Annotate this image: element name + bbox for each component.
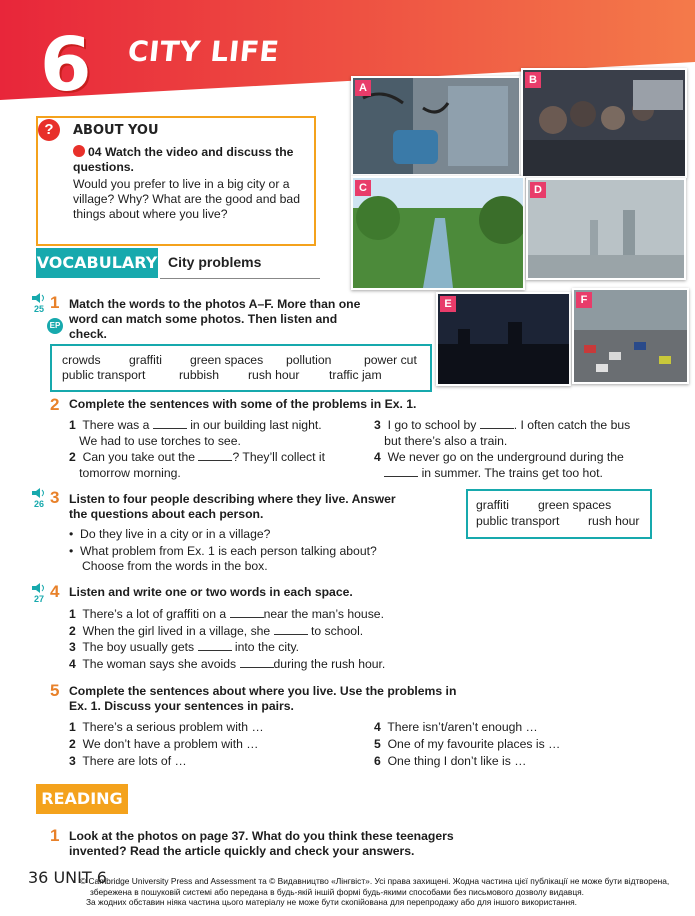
exercise-3-line2: the questions about each person. (69, 507, 264, 521)
audio-track-27: 27 (33, 594, 44, 604)
page-number-unit: 36 UNIT 6 (28, 868, 107, 887)
copyright-line-1: © Cambridge University Press and Assessment та © Видавництво «Лінгвіст». Усі права захищені. Жодна частина цієї публікації не може бути відтворена, (80, 876, 670, 886)
audio-icon[interactable] (30, 583, 48, 604)
ep-icon[interactable]: EP (47, 318, 63, 334)
word-box (50, 344, 432, 392)
photo-f (572, 288, 689, 384)
photo-c (351, 176, 525, 290)
blank[interactable] (480, 417, 514, 429)
reading-tag: READING (36, 784, 128, 814)
exercise-1-number: 1 (50, 293, 60, 312)
photo-b (521, 68, 687, 178)
exercise-5-item-5: 5 One of my favourite places is … (374, 737, 561, 751)
exercise-4-item-1: 1 There’s a lot of graffiti on a near the man’s house. (69, 607, 384, 621)
exercise-5-item-4: 4 There isn’t/aren’t enough … (374, 720, 538, 734)
word-public-transport: public transport (476, 514, 560, 528)
reading-1-line2: invented? Read the article quickly and check your answers. (69, 844, 415, 858)
unit-number: 6 (40, 22, 92, 108)
about-question-1: Would you prefer to live in a big city or a (73, 177, 290, 191)
exercise-5-number: 5 (50, 681, 60, 700)
copyright-footer (80, 876, 680, 908)
copyright-line-2: збережена в пошуковій системі або передана в будь-якій іншій формі будь-якими способами без письмового дозволу видавця. (90, 886, 584, 897)
exercise-5-line2: Ex. 1. Discuss your sentences in pairs. (69, 699, 294, 713)
audio-icon[interactable] (30, 488, 48, 509)
photo-e (436, 292, 571, 386)
photo-c-label: C (355, 180, 371, 196)
reading-1-number: 1 (50, 826, 60, 845)
about-question-2: village? Why? What are the good and bad (73, 192, 300, 206)
word-power-cut: power cut (364, 353, 417, 367)
vocabulary-rule (160, 278, 320, 279)
reading-1-line1: Look at the photos on page 37. What do you think these teenagers (69, 829, 454, 843)
photo-b-label: B (525, 72, 541, 88)
blank[interactable] (198, 639, 232, 651)
word-pollution: pollution (286, 353, 332, 367)
vocabulary-tag: VOCABULARY (36, 248, 158, 278)
about-you-title: ABOUT YOU (73, 123, 159, 138)
exercise-2-item-3: 3 I go to school by . I often catch the bus but there’s also a train. (374, 418, 631, 448)
exercise-3-bullet-2: • What problem from Ex. 1 is each person talking about? (69, 544, 377, 558)
unit-title: CITY LIFE (126, 35, 281, 68)
word-rush-hour: rush hour (248, 368, 300, 382)
word-rush-hour: rush hour (588, 514, 640, 528)
blank[interactable] (384, 465, 418, 477)
word-graffiti: graffiti (476, 498, 509, 512)
photo-a-label: A (355, 80, 371, 96)
exercise-5-item-1: 1 There’s a serious problem with … (69, 720, 264, 734)
exercise-4-item-4: 4 The woman says she avoids during the rush hour. (69, 657, 386, 671)
vocabulary-subtitle: City problems (168, 254, 262, 270)
exercise-2-item-4: 4 We never go on the underground during the in summer. The trains get too hot. (374, 450, 624, 480)
about-video-line: 04 Watch the video and discuss the (73, 144, 309, 160)
exercise-3-line1: Listen to four people describing where they live. Answer (69, 492, 396, 506)
exercise-4-instruction: Listen and write one or two words in each space. (69, 585, 353, 599)
photo-e-label: E (440, 296, 456, 312)
word-traffic-jam: traffic jam (329, 368, 382, 382)
blank[interactable] (240, 656, 274, 668)
exercise-1-line3: check. (69, 327, 107, 341)
photo-d (526, 178, 686, 280)
word-graffiti: graffiti (129, 353, 162, 367)
exercise-4-item-3: 3 The boy usually gets into the city. (69, 640, 300, 654)
word-public-transport: public transport (62, 368, 146, 382)
exercise-5-item-2: 2 We don’t have a problem with … (69, 737, 259, 751)
about-question-3: things about where you live? (73, 207, 228, 221)
word-box-ex3 (466, 489, 652, 539)
exercise-2-instruction: Complete the sentences with some of the problems in Ex. 1. (69, 397, 417, 411)
audio-track-25: 25 (33, 304, 44, 314)
exercise-4-number: 4 (50, 582, 60, 601)
exercise-2-number: 2 (50, 395, 60, 414)
blank[interactable] (198, 449, 232, 461)
photo-f-label: F (576, 292, 592, 308)
exercise-3-bullet-2-cont: Choose from the words in the box. (82, 559, 268, 573)
word-green-spaces: green spaces (190, 353, 264, 367)
exercise-5-item-6: 6 One thing I don’t like is … (374, 754, 527, 768)
photo-d-label: D (530, 182, 546, 198)
exercise-3-bullet-1: • Do they live in a city or in a village? (69, 527, 271, 541)
word-green-spaces: green spaces (538, 498, 612, 512)
photo-a (351, 76, 521, 176)
exercise-3-number: 3 (50, 488, 60, 507)
video-icon (73, 145, 85, 157)
blank[interactable] (153, 417, 187, 429)
word-crowds: crowds (62, 353, 101, 367)
exercise-1-line2: word can match some photos. Then listen and (69, 312, 338, 326)
exercise-5-line1: Complete the sentences about where you live. Use the problems in (69, 684, 457, 698)
about-video-line2: questions. (73, 160, 134, 174)
exercise-1-line1: Match the words to the photos A–F. More than one (69, 297, 361, 311)
audio-icon[interactable] (30, 293, 48, 314)
blank[interactable] (274, 623, 308, 635)
question-icon: ? (38, 119, 60, 141)
blank[interactable] (230, 606, 264, 618)
exercise-4-item-2: 2 When the girl lived in a village, she to school. (69, 624, 364, 638)
copyright-line-3: За жодних обставин ніяка частина цього матеріалу не може бути скопійована для перепродажу або для іншого використання. (86, 897, 577, 907)
exercise-5-item-3: 3 There are lots of … (69, 754, 187, 768)
exercise-2-item-1: 1 There was a in our building last night. We had to use torches to see. (69, 418, 322, 448)
audio-track-26: 26 (33, 499, 44, 509)
exercise-2-item-2: 2 Can you take out the ? They’ll collect it tomorrow morning. (69, 450, 326, 480)
word-rubbish: rubbish (179, 368, 219, 382)
